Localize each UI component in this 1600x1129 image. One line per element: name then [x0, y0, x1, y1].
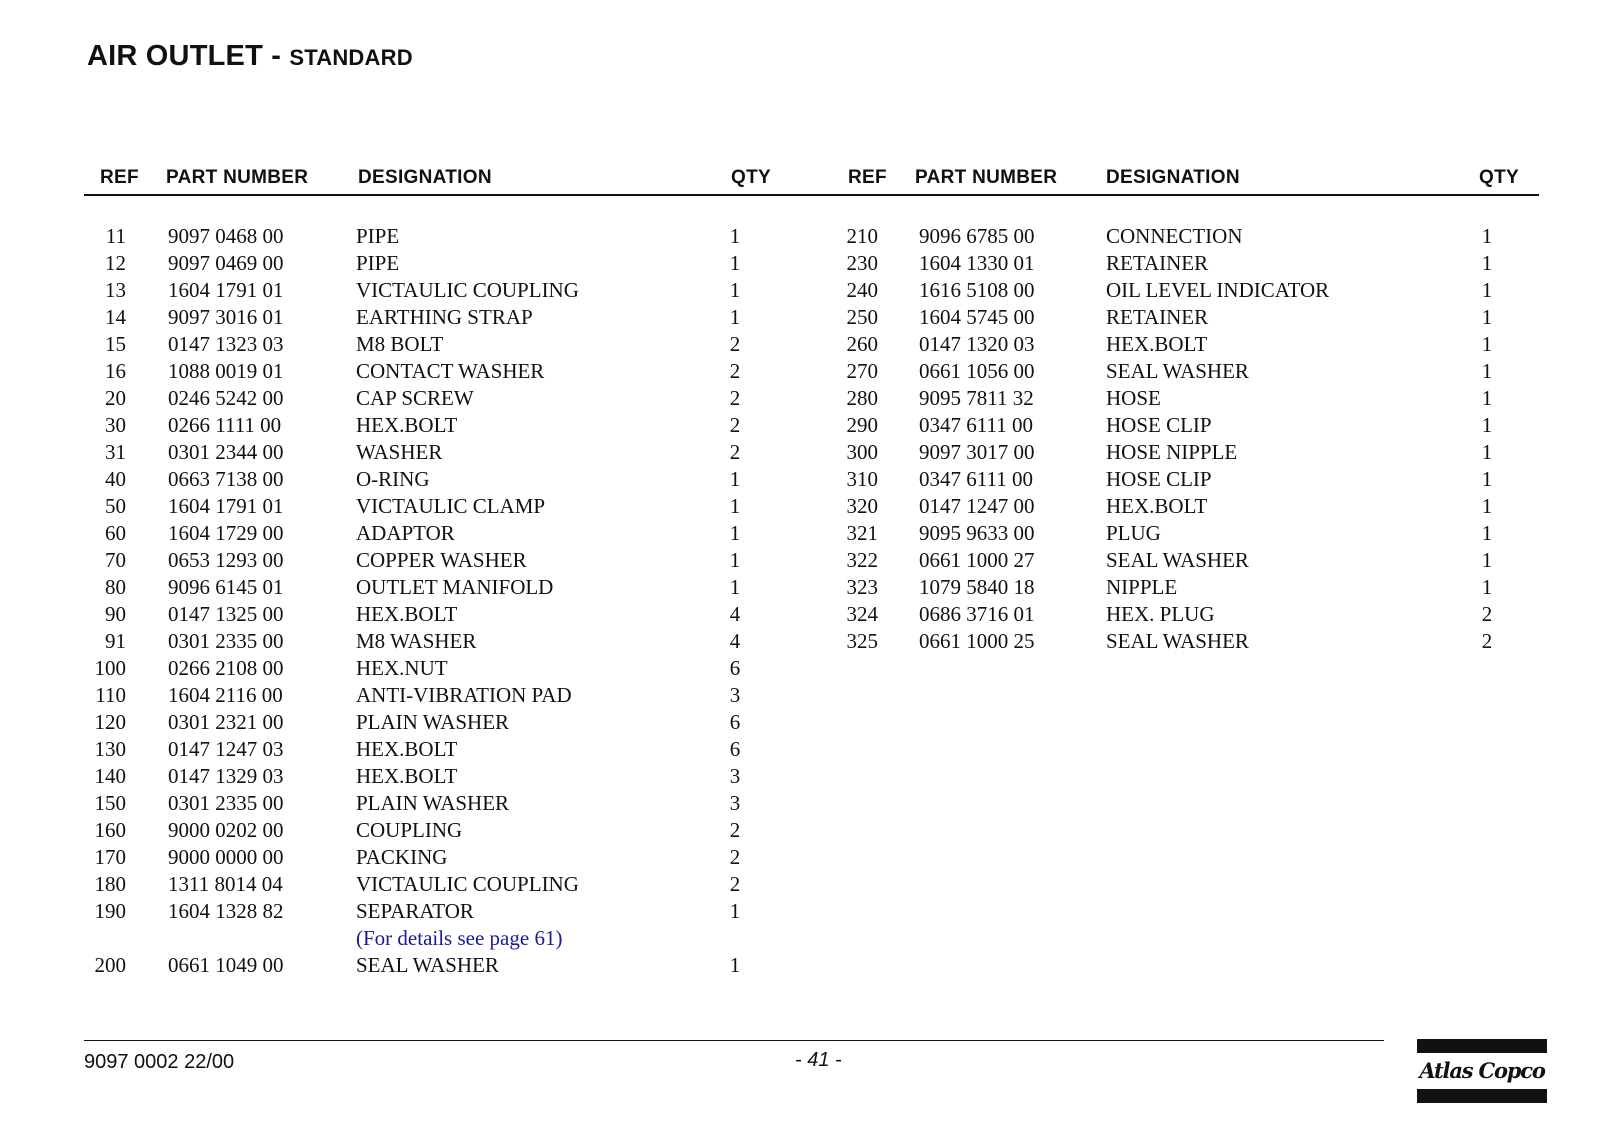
part-number-cell: 0147 1329 03 — [168, 764, 284, 788]
ref-cell: 250 — [846, 305, 878, 329]
designation-cell: PLUG — [1106, 521, 1161, 545]
designation-cell: OUTLET MANIFOLD — [356, 575, 554, 599]
qty-cell: 2 — [729, 845, 741, 869]
designation-cell: HOSE CLIP — [1106, 413, 1212, 437]
logo-bar-top — [1417, 1039, 1547, 1053]
part-number-cell: 9097 3017 00 — [919, 440, 1035, 464]
ref-cell: 140 — [94, 764, 126, 788]
part-number-cell: 0266 2108 00 — [168, 656, 284, 680]
part-number-cell: 0147 1325 00 — [168, 602, 284, 626]
part-number-cell: 0347 6111 00 — [919, 467, 1033, 491]
qty-cell: 1 — [1481, 278, 1493, 302]
designation-cell: ADAPTOR — [356, 521, 455, 545]
designation-cell: PIPE — [356, 224, 400, 248]
qty-cell: 1 — [1481, 332, 1493, 356]
page-number: - 41 - — [795, 1049, 842, 1071]
ref-cell: 200 — [94, 953, 126, 977]
ref-cell: 230 — [846, 251, 878, 275]
designation-cell: PLAIN WASHER — [356, 710, 510, 734]
ref-cell: 280 — [846, 386, 878, 410]
part-number-cell: 0661 1000 25 — [919, 629, 1035, 653]
ref-cell: 50 — [105, 494, 126, 518]
part-number-cell: 0266 1111 00 — [168, 413, 282, 437]
ref-cell: 190 — [94, 899, 126, 923]
part-number-cell: 0301 2335 00 — [168, 629, 284, 653]
part-number-cell: 9095 7811 32 — [919, 386, 1034, 410]
qty-cell: 1 — [1481, 413, 1493, 437]
part-number-cell: 9000 0202 00 — [168, 818, 284, 842]
part-number-cell: 0147 1323 03 — [168, 332, 284, 356]
header-part-number-right: PART NUMBER — [915, 167, 1058, 188]
part-number-cell: 0661 1056 00 — [919, 359, 1035, 383]
designation-cell: M8 WASHER — [356, 629, 477, 653]
qty-cell: 1 — [729, 548, 741, 572]
page-title — [87, 40, 413, 73]
qty-cell: 1 — [729, 521, 741, 545]
ref-cell: 11 — [105, 224, 126, 248]
qty-cell: 1 — [729, 575, 741, 599]
designation-cell: SEAL WASHER — [1106, 548, 1249, 572]
designation-cell: HEX.NUT — [356, 656, 448, 680]
designation-cell: ANTI-VIBRATION PAD — [356, 683, 572, 707]
footer-divider — [84, 1040, 1384, 1041]
part-number-cell: 1604 1328 82 — [168, 899, 284, 923]
ref-cell: 321 — [846, 521, 878, 545]
header-designation-left: DESIGNATION — [358, 167, 492, 188]
qty-cell: 1 — [1481, 305, 1493, 329]
part-number-cell: 1604 2116 00 — [168, 683, 283, 707]
ref-cell: 210 — [846, 224, 878, 248]
qty-cell: 4 — [729, 602, 741, 626]
designation-cell: VICTAULIC COUPLING — [356, 278, 579, 302]
part-number-cell: 9000 0000 00 — [168, 845, 284, 869]
part-number-cell: 9097 0468 00 — [168, 224, 284, 248]
ref-cell: 150 — [94, 791, 126, 815]
title-main: AIR OUTLET — [87, 40, 263, 72]
part-number-cell: 0147 1247 03 — [168, 737, 284, 761]
part-number-cell: 9097 3016 01 — [168, 305, 284, 329]
logo-wordmark: Atlas Copco — [1419, 1058, 1545, 1083]
ref-cell: 290 — [846, 413, 878, 437]
qty-cell: 1 — [729, 494, 741, 518]
designation-cell: HEX.BOLT — [356, 764, 458, 788]
ref-cell: 31 — [105, 440, 126, 464]
qty-cell: 1 — [1481, 386, 1493, 410]
logo-bar-bottom — [1417, 1089, 1547, 1103]
ref-cell: 130 — [94, 737, 126, 761]
ref-cell: 120 — [94, 710, 126, 734]
qty-cell: 6 — [729, 737, 741, 761]
designation-cell: EARTHING STRAP — [356, 305, 533, 329]
designation-cell: HEX.BOLT — [1106, 332, 1208, 356]
designation-cell: RETAINER — [1106, 251, 1209, 275]
ref-cell: 100 — [94, 656, 126, 680]
part-number-cell: 0661 1000 27 — [919, 548, 1035, 572]
part-number-cell: 1604 1729 00 — [168, 521, 284, 545]
qty-cell: 1 — [1481, 521, 1493, 545]
qty-cell: 2 — [729, 386, 741, 410]
header-designation-right: DESIGNATION — [1106, 167, 1240, 188]
part-number-cell: 9096 6785 00 — [919, 224, 1035, 248]
designation-note: (For details see page 61) — [356, 926, 563, 950]
atlas-copco-logo — [1417, 1039, 1547, 1103]
designation-cell: O-RING — [356, 467, 430, 491]
header-ref-left: REF — [100, 167, 139, 188]
part-number-cell: 1604 1791 01 — [168, 278, 284, 302]
designation-cell: SEAL WASHER — [1106, 359, 1249, 383]
qty-cell: 1 — [729, 251, 741, 275]
ref-cell: 110 — [95, 683, 126, 707]
qty-cell: 2 — [729, 872, 741, 896]
part-number-cell: 1616 5108 00 — [919, 278, 1035, 302]
qty-cell: 1 — [1481, 440, 1493, 464]
part-number-cell: 1079 5840 18 — [919, 575, 1035, 599]
qty-cell: 2 — [1481, 629, 1493, 653]
ref-cell: 240 — [846, 278, 878, 302]
qty-cell: 2 — [729, 413, 741, 437]
ref-cell: 16 — [105, 359, 126, 383]
ref-cell: 30 — [105, 413, 126, 437]
designation-cell: CONNECTION — [1106, 224, 1243, 248]
ref-cell: 320 — [846, 494, 878, 518]
designation-cell: HEX.BOLT — [356, 602, 458, 626]
part-number-cell: 1604 1330 01 — [919, 251, 1035, 275]
ref-cell: 20 — [105, 386, 126, 410]
designation-cell: OIL LEVEL INDICATOR — [1106, 278, 1330, 302]
designation-cell: SEAL WASHER — [1106, 629, 1249, 653]
qty-cell: 2 — [729, 440, 741, 464]
designation-cell: NIPPLE — [1106, 575, 1178, 599]
designation-cell: PIPE — [356, 251, 400, 275]
part-number-cell: 0653 1293 00 — [168, 548, 284, 572]
part-number-cell: 0147 1320 03 — [919, 332, 1035, 356]
ref-cell: 324 — [846, 602, 878, 626]
header-qty-left: QTY — [731, 167, 771, 188]
designation-cell: M8 BOLT — [356, 332, 444, 356]
qty-cell: 1 — [729, 953, 741, 977]
designation-cell: HOSE NIPPLE — [1106, 440, 1238, 464]
ref-cell: 90 — [105, 602, 126, 626]
part-number-cell: 0661 1049 00 — [168, 953, 284, 977]
qty-cell: 1 — [1481, 494, 1493, 518]
qty-cell: 6 — [729, 710, 741, 734]
ref-cell: 325 — [846, 629, 878, 653]
designation-cell: HEX. PLUG — [1106, 602, 1215, 626]
qty-cell: 2 — [729, 359, 741, 383]
designation-cell: HEX.BOLT — [356, 737, 458, 761]
qty-cell: 1 — [729, 224, 741, 248]
part-number-cell: 0663 7138 00 — [168, 467, 284, 491]
part-number-cell: 9095 9633 00 — [919, 521, 1035, 545]
document-code: 9097 0002 22/00 — [84, 1051, 235, 1073]
qty-cell: 1 — [1481, 251, 1493, 275]
designation-cell: RETAINER — [1106, 305, 1209, 329]
header-divider — [84, 194, 1539, 196]
designation-cell: HEX.BOLT — [356, 413, 458, 437]
qty-cell: 6 — [729, 656, 741, 680]
qty-cell: 4 — [729, 629, 741, 653]
qty-cell: 2 — [729, 818, 741, 842]
designation-cell: COPPER WASHER — [356, 548, 527, 572]
part-number-cell: 0301 2344 00 — [168, 440, 284, 464]
header-ref-right: REF — [848, 167, 887, 188]
qty-cell: 3 — [729, 683, 741, 707]
part-number-cell: 9096 6145 01 — [168, 575, 284, 599]
qty-cell: 2 — [1481, 602, 1493, 626]
qty-cell: 1 — [1481, 224, 1493, 248]
designation-cell: CONTACT WASHER — [356, 359, 545, 383]
qty-cell: 3 — [729, 791, 741, 815]
ref-cell: 300 — [846, 440, 878, 464]
part-number-cell: 1088 0019 01 — [168, 359, 284, 383]
ref-cell: 14 — [105, 305, 126, 329]
designation-cell: HOSE — [1106, 386, 1161, 410]
designation-cell: HOSE CLIP — [1106, 467, 1212, 491]
qty-cell: 1 — [1481, 548, 1493, 572]
designation-cell: CAP SCREW — [356, 386, 474, 410]
ref-cell: 323 — [846, 575, 878, 599]
ref-cell: 170 — [94, 845, 126, 869]
ref-cell: 160 — [94, 818, 126, 842]
ref-cell: 310 — [846, 467, 878, 491]
part-number-cell: 0246 5242 00 — [168, 386, 284, 410]
title-subtitle: STANDARD — [289, 45, 413, 70]
designation-cell: PLAIN WASHER — [356, 791, 510, 815]
designation-cell: PACKING — [356, 845, 448, 869]
designation-cell: HEX.BOLT — [1106, 494, 1208, 518]
ref-cell: 91 — [105, 629, 126, 653]
part-number-cell: 0301 2321 00 — [168, 710, 284, 734]
ref-cell: 60 — [105, 521, 126, 545]
qty-cell: 1 — [729, 305, 741, 329]
qty-cell: 1 — [1481, 467, 1493, 491]
ref-cell: 15 — [105, 332, 126, 356]
header-part-number-left: PART NUMBER — [166, 167, 309, 188]
title-separator: - — [263, 40, 290, 72]
qty-cell: 1 — [729, 899, 741, 923]
qty-cell: 3 — [729, 764, 741, 788]
designation-cell: COUPLING — [356, 818, 463, 842]
part-number-cell: 9097 0469 00 — [168, 251, 284, 275]
ref-cell: 40 — [105, 467, 126, 491]
ref-cell: 322 — [846, 548, 878, 572]
part-number-cell: 0301 2335 00 — [168, 791, 284, 815]
designation-cell: SEPARATOR — [356, 899, 474, 923]
designation-cell: VICTAULIC COUPLING — [356, 872, 579, 896]
ref-cell: 270 — [846, 359, 878, 383]
qty-cell: 2 — [729, 332, 741, 356]
designation-cell: WASHER — [356, 440, 443, 464]
ref-cell: 260 — [846, 332, 878, 356]
part-number-cell: 1604 5745 00 — [919, 305, 1035, 329]
part-number-cell: 0347 6111 00 — [919, 413, 1033, 437]
header-qty-right: QTY — [1479, 167, 1519, 188]
ref-cell: 70 — [105, 548, 126, 572]
ref-cell: 80 — [105, 575, 126, 599]
ref-cell: 180 — [94, 872, 126, 896]
designation-cell: VICTAULIC CLAMP — [356, 494, 546, 518]
part-number-cell: 1311 8014 04 — [168, 872, 283, 896]
part-number-cell: 1604 1791 01 — [168, 494, 284, 518]
qty-cell: 1 — [729, 467, 741, 491]
part-number-cell: 0147 1247 00 — [919, 494, 1035, 518]
part-number-cell: 0686 3716 01 — [919, 602, 1035, 626]
ref-cell: 12 — [105, 251, 126, 275]
qty-cell: 1 — [1481, 575, 1493, 599]
qty-cell: 1 — [729, 278, 741, 302]
designation-cell: SEAL WASHER — [356, 953, 499, 977]
qty-cell: 1 — [1481, 359, 1493, 383]
ref-cell: 13 — [105, 278, 126, 302]
